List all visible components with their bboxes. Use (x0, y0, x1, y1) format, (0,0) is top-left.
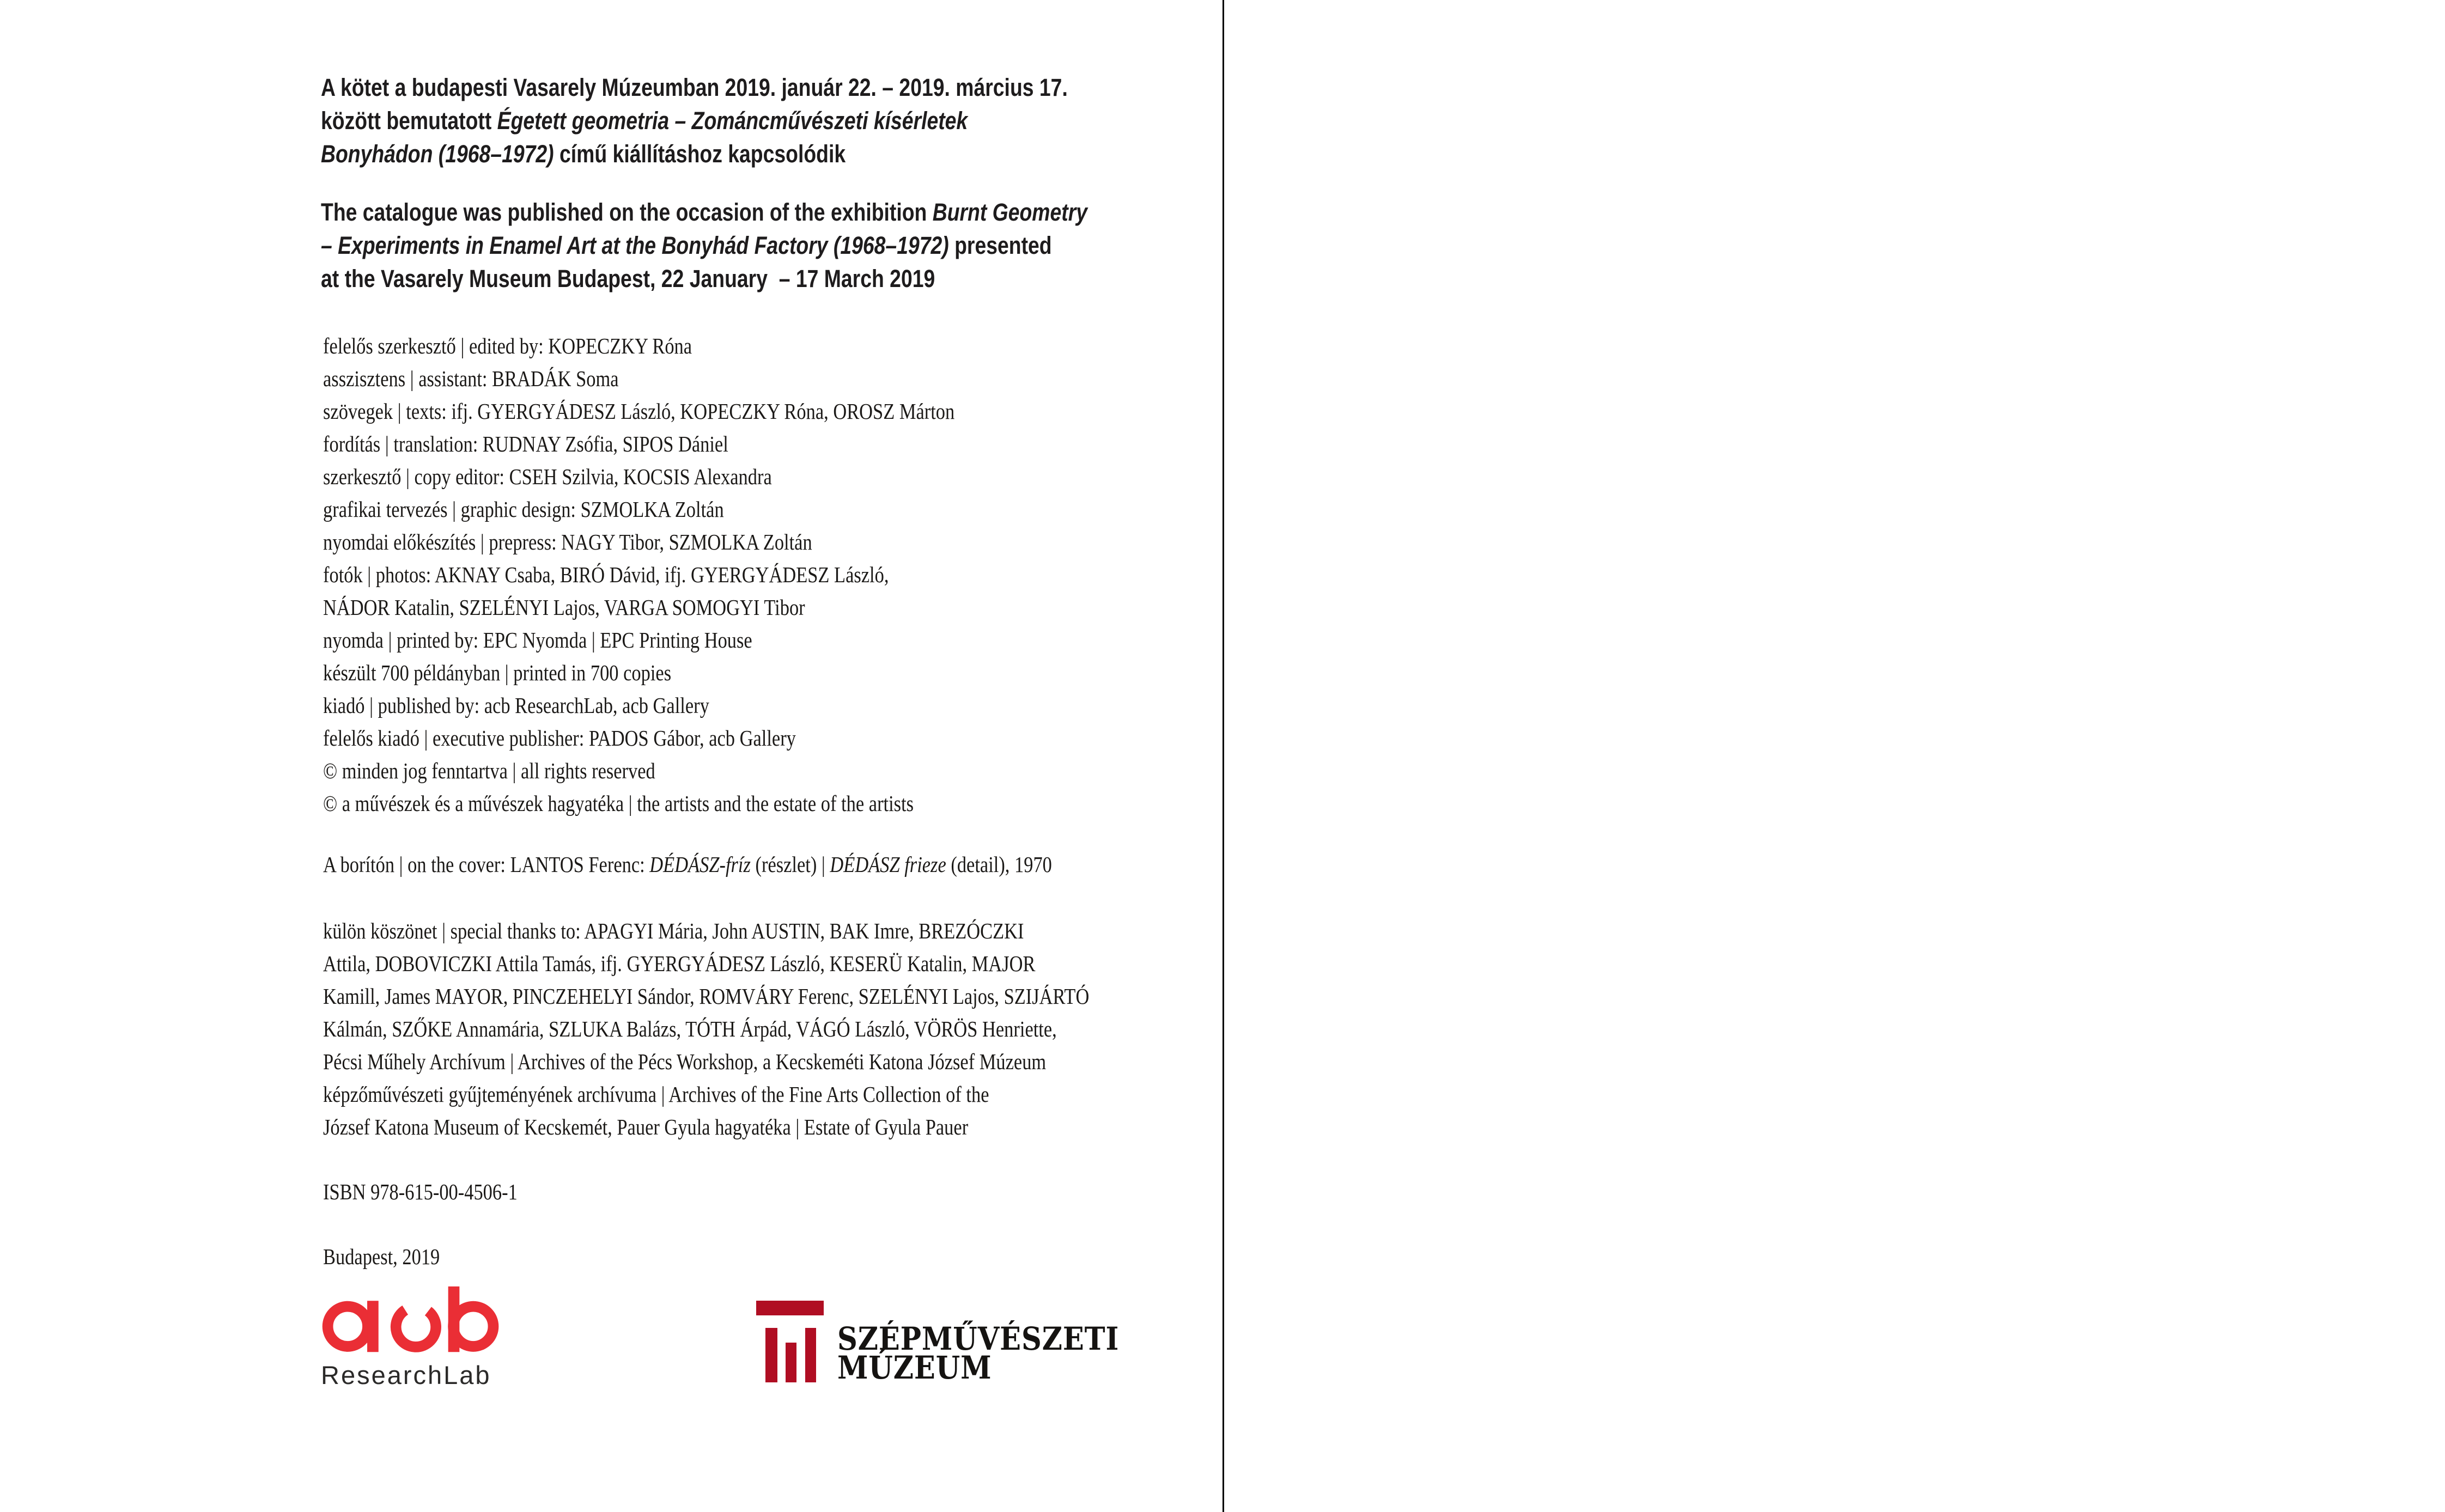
text-segment: A borítón | on the cover: LANTOS Ferenc: (323, 852, 650, 877)
cover-credit-line (323, 848, 1052, 881)
exhibition-note-english (321, 196, 1087, 295)
text-segment: at the Vasarely Museum Budapest, 22 January – 17 March 2019 (321, 265, 935, 292)
text-line: szerkesztő | copy editor: CSEH Szilvia, KOCSIS Alexandra (323, 464, 772, 489)
text-line: képzőművészeti gyűjteményének archívuma | Archives of the Fine Arts Collection of the (323, 1082, 989, 1107)
text-line (321, 104, 1068, 137)
place-and-year: Budapest, 2019 (323, 1244, 440, 1269)
acb-logo-sublabel: ResearchLab (321, 1361, 491, 1389)
text-line: Kamill, James MAYOR, PINCZEHELYI Sándor, ROMVÁRY Ferenc, SZELÉNYI Lajos, SZIJÁRTÓ (323, 984, 1090, 1009)
italic-text-segment: DÉDÁSZ-fríz (649, 852, 751, 877)
text-line: fordítás | translation: RUDNAY Zsófia, SIPOS Dániel (323, 431, 728, 456)
italic-text-segment: DÉDÁSZ frieze (830, 852, 946, 877)
text-line: Kálmán, SZŐKE Annamária, SZLUKA Balázs, TÓTH Árpád, VÁGÓ László, VÖRÖS Henriette, (323, 1016, 1057, 1041)
text-segment: (részlet) | (750, 852, 830, 877)
text-line: felelős kiadó | executive publisher: PADOS Gábor, acb Gallery (323, 725, 796, 751)
szepmuveszeti-muzeum-logo (756, 1301, 1158, 1386)
text-segment: című kiállításhoz kapcsolódik (554, 140, 846, 168)
exhibition-note-hungarian (321, 71, 1068, 170)
italic-text-segment: – Experiments in Enamel Art at the Bonyhád Factory (1968–1972) (321, 231, 949, 259)
text-line: nyomdai előkészítés | prepress: NAGY Tibor, SZMOLKA Zoltán (323, 529, 812, 554)
text-line: Attila, DOBOVICZKI Attila Tamás, ifj. GYERGYÁDESZ László, KESERÜ Katalin, MAJOR (323, 951, 1036, 976)
text-segment: között bemutatott (321, 107, 497, 135)
text-line: asszisztens | assistant: BRADÁK Soma (323, 366, 619, 391)
text-segment: (detail), 1970 (946, 852, 1052, 877)
text-segment: A kötet a budapesti Vasarely Múzeumban 2019. január 22. – 2019. március 17. (321, 74, 1068, 101)
isbn-number: ISBN 978-615-00-4506-1 (323, 1179, 518, 1204)
text-line (321, 196, 1087, 229)
text-segment: The catalogue was published on the occasion of the exhibition (321, 198, 933, 226)
text-line: felelős szerkesztő | edited by: KOPECZKY Róna (323, 333, 692, 358)
museum-name-line2: MÚZEUM (837, 1349, 992, 1386)
text-line: szövegek | texts: ifj. GYERGYÁDESZ László, KOPECZKY Róna, OROSZ Márton (323, 399, 955, 424)
text-line: készült 700 példányban | printed in 700 copies (323, 660, 672, 685)
museum-name (837, 1320, 1120, 1386)
special-thanks-paragraph (323, 914, 1089, 1143)
museum-columns-icon (756, 1301, 824, 1382)
italic-text-segment: Burnt Geometry (932, 198, 1088, 226)
text-line (321, 71, 1068, 104)
page-divider-line (1222, 0, 1224, 1512)
credits-list (323, 330, 954, 820)
text-line: grafikai tervezés | graphic design: SZMOLKA Zoltán (323, 497, 724, 522)
italic-text-segment: Bonyhádon (1968–1972) (321, 140, 554, 168)
text-line (321, 229, 1087, 262)
text-line: Pécsi Műhely Archívum | Archives of the Pécs Workshop, a Kecskeméti Katona József Múzeum (323, 1049, 1047, 1074)
text-line (321, 137, 1068, 170)
text-line: külön köszönet | special thanks to: APAGYI Mária, John AUSTIN, BAK Imre, BREZÓCZKI (323, 918, 1024, 943)
acb-logo-icon (321, 1285, 501, 1355)
acb-researchlab-logo (321, 1285, 506, 1390)
text-line: © a művészek és a művészek hagyatéka | the artists and the estate of the artists (323, 791, 914, 816)
text-line: © minden jog fenntartva | all rights reserved (323, 758, 655, 783)
italic-text-segment: Égetett geometria – Zománcművészeti kísérletek (497, 107, 968, 135)
text-line: fotók | photos: AKNAY Csaba, BIRÓ Dávid, ifj. GYERGYÁDESZ László, (323, 562, 889, 587)
text-line: NÁDOR Katalin, SZELÉNYI Lajos, VARGA SOMOGYI Tibor (323, 595, 805, 620)
text-line: József Katona Museum of Kecskemét, Pauer Gyula hagyatéka | Estate of Gyula Pauer (323, 1114, 969, 1139)
text-segment: presented (948, 231, 1052, 259)
text-line: kiadó | published by: acb ResearchLab, acb Gallery (323, 693, 709, 718)
text-line (321, 262, 1087, 295)
text-line: nyomda | printed by: EPC Nyomda | EPC Printing House (323, 627, 752, 653)
museum-name-line1: SZÉPMŰVÉSZETI (837, 1320, 1120, 1357)
